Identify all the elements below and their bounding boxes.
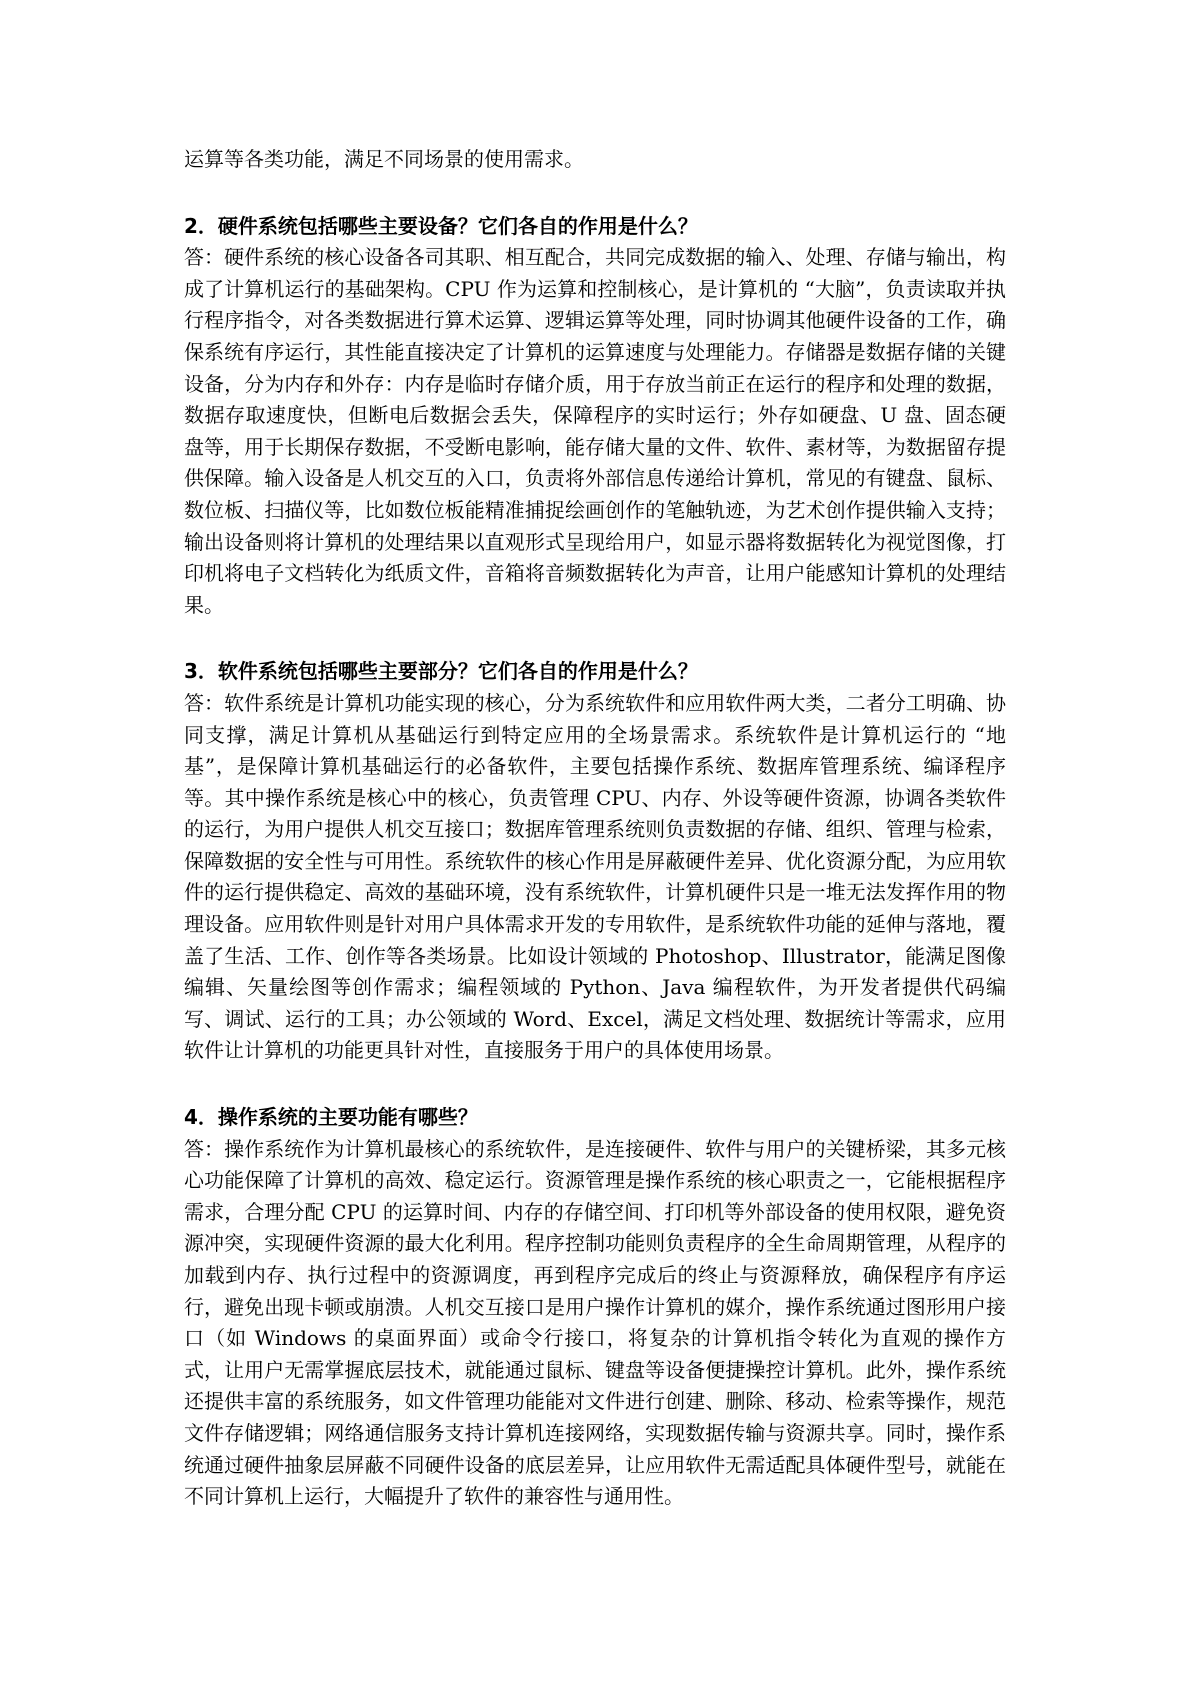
section-question: 4．操作系统的主要功能有哪些？ — [184, 1105, 478, 1130]
section-answer: 答：操作系统作为计算机最核心的系统软件，是连接硬件、软件与用户的关键桥梁，其多元核心功能保障了计算机的高效、稳定运行。资源管理是操作系统的核心职责之一，它能根据程序需求，合理分配 CPU 的运算时间、内存的存储空间、打印机等外部设备的使用权限，避免资源冲突，实现硬件资源的最大化利用。程序控制功能则负责程序的全生命周期管理，从程序的加载到内存、执行过程中的资源调度，再到程序完成后的终止与资源释放，确保程序有序运行，避免出现卡顿或崩溃。人机交互接口是用户操作计算机的媒介，操作系统通过图形用户接口（如 Windows 的桌面界面）或命令行接口，将复杂的计算机指令转化为直观的操作方式，让用户无需掌握底层技术，就能通过鼠标、键盘等设备便捷操控计算机。此外，操作系统还提供丰富的系统服务，如文件管理功能能对文件进行创建、删除、移动、检索等操作，规范文件存储逻辑；网络通信服务支持计算机连接网络，实现数据传输与资源共享。同时，操作系统通过硬件抽象层屏蔽不同硬件设备的底层差异，让应用软件无需适配具体硬件型号，就能在不同计算机上运行，大幅提升了软件的兼容性与通用性。 — [184, 1136, 1006, 1509]
section-answer: 答：硬件系统的核心设备各司其职、相互配合，共同完成数据的输入、处理、存储与输出，构成了计算机运行的基础架构。CPU 作为运算和控制核心，是计算机的 “大脑”，负责读取并执行程序指令，对各类数据进行算术运算、逻辑运算等处理，同时协调其他硬件设备的工作，确保系统有序运行，其性能直接决定了计算机的运算速度与处理能力。存储器是数据存储的关键设备，分为内存和外存：内存是临时存储介质，用于存放当前正在运行的程序和处理的数据，数据存取速度快，但断电后数据会丢失，保障程序的实时运行；外存如硬盘、U 盘、固态硬盘等，用于长期保存数据，不受断电影响，能存储大量的文件、软件、素材等，为数据留存提供保障。输入设备是人机交互的入口，负责将外部信息传递给计算机，常见的有键盘、鼠标、数位板、扫描仪等，比如数位板能精准捕捉绘画创作的笔触轨迹，为艺术创作提供输入支持；输出设备则将计算机的处理结果以直观形式呈现给用户，如显示器将数据转化为视觉图像，打印机将电子文档转化为纸质文件，音箱将音频数据转化为声音，让用户能感知计算机的处理结果。 — [184, 245, 1006, 617]
document-page — [184, 144, 1006, 1513]
section-operating-system — [184, 1102, 1006, 1513]
section-question: 2．硬件系统包括哪些主要设备？它们各自的作用是什么？ — [184, 213, 698, 238]
section-question: 3．软件系统包括哪些主要部分？它们各自的作用是什么？ — [184, 659, 698, 684]
section-hardware — [184, 211, 1006, 622]
section-software — [184, 656, 1006, 1067]
section-answer: 答：软件系统是计算机功能实现的核心，分为系统软件和应用软件两大类，二者分工明确、协同支撑，满足计算机从基础运行到特定应用的全场景需求。系统软件是计算机运行的 “地基”，是保障计算机基础运行的必备软件，主要包括操作系统、数据库管理系统、编译程序等。其中操作系统是核心中的核心，负责管理 CPU、内存、外设等硬件资源，协调各类软件的运行，为用户提供人机交互接口；数据库管理系统则负责数据的存储、组织、管理与检索，保障数据的安全性与可用性。系统软件的核心作用是屏蔽硬件差异、优化资源分配，为应用软件的运行提供稳定、高效的基础环境，没有系统软件，计算机硬件只是一堆无法发挥作用的物理设备。应用软件则是针对用户具体需求开发的专用软件，是系统软件功能的延伸与落地，覆盖了生活、工作、创作等各类场景。比如设计领域的 Photoshop、Illustrator，能满足图像编辑、矢量绘图等创作需求；编程领域的 Python、Java 编程软件，为开发者提供代码编写、调试、运行的工具；办公领域的 Word、Excel，满足文档处理、数据统计等需求，应用软件让计算机的功能更具针对性，直接服务于用户的具体使用场景。 — [184, 690, 1006, 1063]
intro-paragraph: 运算等各类功能，满足不同场景的使用需求。 — [184, 147, 584, 171]
